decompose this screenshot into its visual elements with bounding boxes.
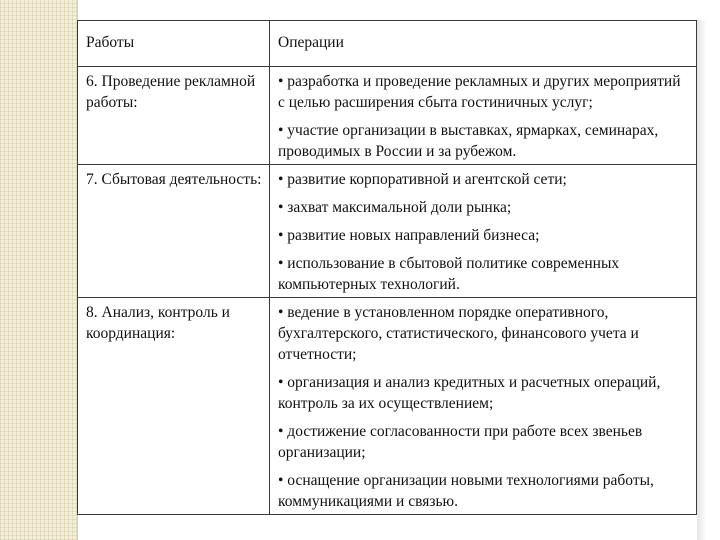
operation-item: • использование в сбытовой политике современных компьютерных технологий.	[278, 255, 620, 293]
operation-item: • развитие новых направлений бизнеса;	[278, 227, 540, 244]
operations-table	[77, 20, 697, 515]
operation-item: • разработка и проведение рекламных и других мероприятий с целью расширения сбыта гостиничных услуг;	[278, 73, 681, 111]
table-shadow	[697, 20, 707, 540]
operation-item: • захват максимальной доли рынка;	[278, 199, 512, 216]
operation-item: • ведение в установленном порядке оперативного, бухгалтерского, статистического, финансового учета и отчетности;	[278, 304, 639, 363]
header-work: Работы	[78, 21, 270, 67]
operation-item: • оснащение организации новыми технологиями работы, коммуникациями и связью.	[278, 472, 654, 510]
operations-cell	[270, 298, 697, 515]
work-label-advertising: 6. Проведение рекламной работы:	[86, 73, 256, 111]
work-cell	[78, 67, 270, 165]
table-row	[78, 165, 697, 298]
work-cell	[78, 298, 270, 515]
operation-item: • организация и анализ кредитных и расчетных операций, контроль за их осуществлением;	[278, 374, 661, 412]
operations-cell	[270, 67, 697, 165]
work-label-sales: 7. Сбытовая деятельность:	[86, 171, 262, 188]
table-row	[78, 67, 697, 165]
work-cell	[78, 165, 270, 298]
header-operations: Операции	[270, 21, 697, 67]
table-header-row	[78, 21, 697, 67]
operation-item: • развитие корпоративной и агентской сети;	[278, 171, 567, 188]
operation-item: • участие организации в выставках, ярмарках, семинарах, проводимых в России и за рубежом.	[278, 122, 659, 160]
decorative-side-pattern	[0, 0, 77, 540]
work-label-analysis: 8. Анализ, контроль и координация:	[86, 304, 230, 342]
operations-cell	[270, 165, 697, 298]
table-row	[78, 298, 697, 515]
operation-item: • достижение согласованности при работе всех звеньев организации;	[278, 423, 643, 461]
